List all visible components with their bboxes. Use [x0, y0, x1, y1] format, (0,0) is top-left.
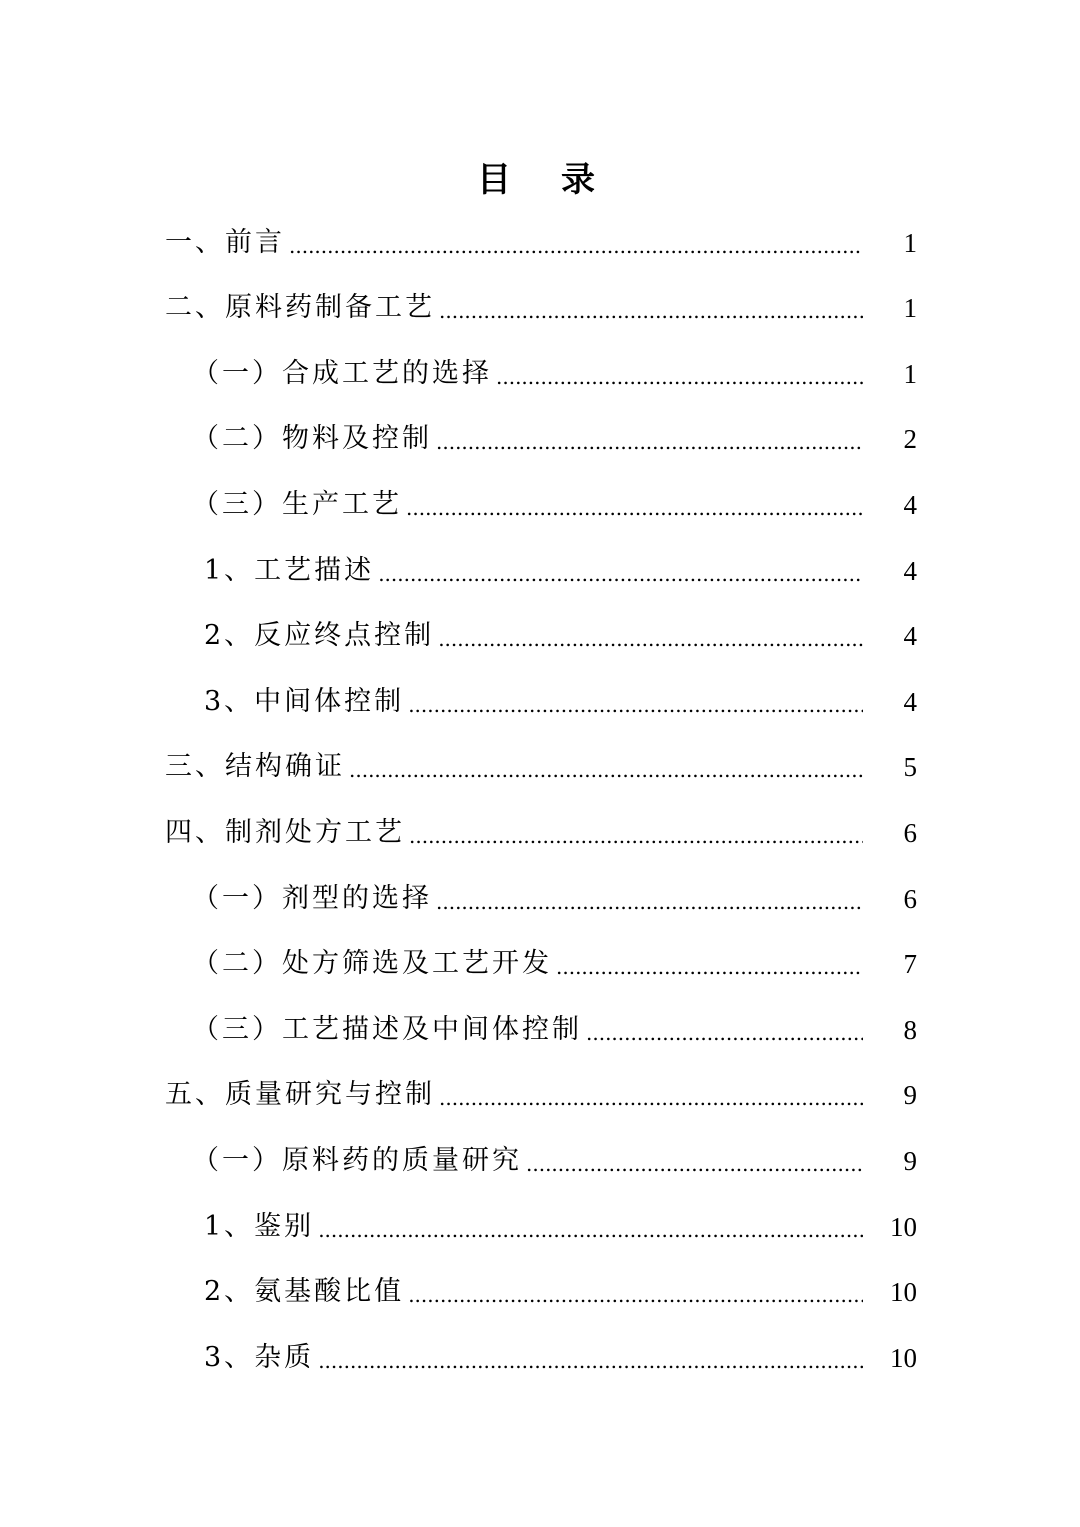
toc-entry-label: 2、反应终点控制: [204, 620, 435, 652]
toc-dot-leader: [586, 1011, 863, 1049]
toc-entry-page-number: 1: [903, 293, 917, 324]
toc-dot-leader: [378, 552, 863, 590]
toc-entry-page-number: 4: [903, 621, 917, 652]
toc-entry-label: （一）剂型的选择: [192, 882, 432, 914]
toc-entry-page-number: 7: [903, 949, 917, 980]
toc-dot-leader: [438, 617, 863, 655]
toc-dot-leader: [406, 486, 863, 524]
toc-entry-label: 1、鉴别: [204, 1210, 315, 1242]
toc-entry[interactable]: [0, 339, 1080, 405]
toc-entry[interactable]: [0, 1323, 1080, 1389]
toc-dot-leader: [408, 1273, 863, 1311]
toc-title: 目 录: [477, 160, 603, 200]
toc-entry-label: 一、前言: [165, 226, 285, 258]
toc-entry-page-number: 8: [903, 1014, 917, 1045]
toc-entry[interactable]: [0, 995, 1080, 1061]
toc-entry[interactable]: [0, 1258, 1080, 1324]
toc-entry-label: 四、制剂处方工艺: [165, 816, 405, 848]
toc-entry[interactable]: [0, 733, 1080, 799]
toc-entry[interactable]: [0, 405, 1080, 471]
toc-entry-page-number: 1: [903, 358, 917, 389]
toc-dot-leader: [349, 748, 863, 786]
toc-entry-label: 三、结构确证: [165, 751, 345, 783]
toc-entry[interactable]: [0, 1061, 1080, 1127]
toc-entry-label: （三）工艺描述及中间体控制: [192, 1013, 582, 1045]
toc-entry-label: （二）物料及控制: [192, 423, 432, 455]
toc-entry-page-number: 6: [903, 883, 917, 914]
toc-entry-label: 二、原料药制备工艺: [165, 292, 435, 324]
toc-entry[interactable]: [0, 798, 1080, 864]
toc-entry-label: 3、中间体控制: [204, 685, 405, 717]
toc-entry[interactable]: [0, 864, 1080, 930]
toc-entry-page-number: 5: [903, 752, 917, 783]
toc-entry-label: （一）合成工艺的选择: [192, 357, 492, 389]
toc-entry[interactable]: [0, 1192, 1080, 1258]
toc-entry[interactable]: [0, 602, 1080, 668]
toc-entry[interactable]: [0, 208, 1080, 274]
toc-dot-leader: [408, 683, 863, 721]
toc-entry-label: （一）原料药的质量研究: [192, 1144, 522, 1176]
toc-list: [0, 208, 1080, 1389]
toc-entry-page-number: 10: [890, 1277, 917, 1308]
toc-entry[interactable]: [0, 667, 1080, 733]
toc-dot-leader: [439, 289, 863, 327]
toc-entry-page-number: 1: [903, 227, 917, 258]
toc-entry[interactable]: [0, 470, 1080, 536]
toc-entry[interactable]: [0, 930, 1080, 996]
toc-entry-page-number: 4: [903, 686, 917, 717]
toc-entry-label: 3、杂质: [204, 1341, 315, 1373]
toc-dot-leader: [436, 880, 863, 918]
toc-entry-page-number: 9: [903, 1080, 917, 1111]
toc-dot-leader: [318, 1339, 863, 1377]
toc-entry-page-number: 9: [903, 1145, 917, 1176]
toc-entry-page-number: 4: [903, 555, 917, 586]
toc-dot-leader: [318, 1208, 863, 1246]
toc-dot-leader: [526, 1142, 863, 1180]
toc-dot-leader: [436, 420, 863, 458]
toc-entry-label: 五、质量研究与控制: [165, 1079, 435, 1111]
toc-entry-page-number: 10: [890, 1342, 917, 1373]
toc-entry-label: 2、氨基酸比值: [204, 1276, 405, 1308]
toc-entry[interactable]: [0, 536, 1080, 602]
toc-entry-page-number: 10: [890, 1211, 917, 1242]
toc-dot-leader: [289, 224, 863, 262]
toc-entry[interactable]: [0, 274, 1080, 340]
toc-dot-leader: [439, 1076, 863, 1114]
toc-entry-label: （二）处方筛选及工艺开发: [192, 948, 552, 980]
toc-entry-label: 1、工艺描述: [204, 554, 375, 586]
toc-entry-page-number: 4: [903, 489, 917, 520]
toc-dot-leader: [409, 814, 863, 852]
toc-entry-page-number: 6: [903, 817, 917, 848]
toc-entry-label: （三）生产工艺: [192, 488, 402, 520]
toc-entry[interactable]: [0, 1126, 1080, 1192]
toc-dot-leader: [496, 355, 863, 393]
toc-dot-leader: [556, 945, 863, 983]
toc-entry-page-number: 2: [903, 424, 917, 455]
